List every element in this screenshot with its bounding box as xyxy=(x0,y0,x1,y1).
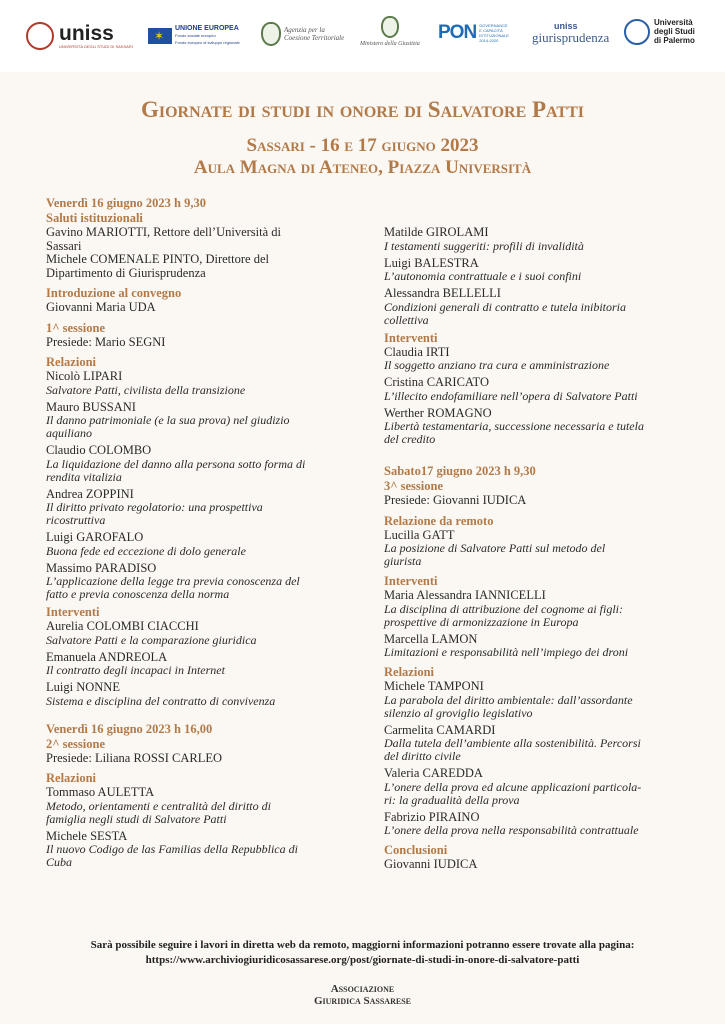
speaker-name: Matilde GIROLAMI xyxy=(384,225,489,239)
pon-logo xyxy=(438,22,509,44)
talk-title: Il nuovo Codigo de las Familias della Repubblica di xyxy=(46,842,298,856)
talk-title: La disciplina di attribuzione del cognome ai figli: xyxy=(384,601,623,616)
speaker-name: Massimo PARADISO xyxy=(46,560,157,575)
agency-logo xyxy=(261,22,344,46)
talk-title: collettiva xyxy=(384,312,429,327)
eu-flag-icon xyxy=(148,28,172,44)
speaker-name: Michele SESTA xyxy=(46,828,128,843)
speaker-name: Andrea ZOPPINI xyxy=(46,486,134,501)
giur-uniss: uniss xyxy=(554,21,578,31)
talk-title: La parabola del diritto ambientale: dall’assordante xyxy=(384,692,633,707)
republic-emblem-icon xyxy=(261,22,281,46)
speaker-name: Valeria CAREDDA xyxy=(384,766,483,780)
speaker-name: Aurelia COLOMBI CIACCHI xyxy=(46,619,199,633)
speaker-name: Luigi GAROFALO xyxy=(46,530,144,544)
day1-morning-heading: Venerdì 16 giugno 2023 h 9,30 xyxy=(46,196,206,210)
speaker-name: Cristina CARICATO xyxy=(384,375,489,389)
talk-title: Dalla tutela dell’ambiente alla sostenibilità. Percorsi xyxy=(384,736,641,750)
agency-line1: Agenzia per la xyxy=(284,26,325,34)
uniss-seal-icon xyxy=(26,22,54,50)
interventi-heading: Interventi xyxy=(384,574,438,588)
talk-title: rendita vitalizia xyxy=(46,469,122,484)
talk-title: L’illecito endofamiliare nell’opera di Salvatore Patti xyxy=(384,388,638,403)
speaker-name: Luigi NONNE xyxy=(46,680,120,694)
pon-wordmark: PON xyxy=(438,22,477,43)
talk-title: Il soggetto anziano tra cura e amministrazione xyxy=(384,358,610,372)
interventi-heading: Interventi xyxy=(46,605,100,619)
pon-line4: 2014-2020 xyxy=(479,38,499,43)
talk-title: L’autonomia contrattuale e i suoi confini xyxy=(384,269,582,283)
talk-title: Buona fede ed eccezione di dolo generale xyxy=(46,543,246,558)
talk-title: ricostruttiva xyxy=(46,513,106,527)
talk-title: Il contratto degli incapaci in Internet xyxy=(46,663,225,677)
uniss-subtitle: UNIVERSITÀ DEGLI STUDI DI SASSARI xyxy=(59,43,133,49)
speaker-name: Maria Alessandra IANNICELLI xyxy=(384,588,546,602)
saluti-line-2b: Dipartimento di Giurisprudenza xyxy=(46,265,206,280)
agency-line2: Coesione Territoriale xyxy=(284,34,345,42)
pon-line2: E CAPACITÀ xyxy=(479,28,503,33)
day2-heading: Sabato17 giugno 2023 h 9,30 xyxy=(384,464,536,478)
talk-title: aquiliano xyxy=(46,426,93,440)
speaker-name: Michele TAMPONI xyxy=(384,679,484,693)
conclusioni-speaker: Giovanni IUDICA xyxy=(384,857,478,871)
speaker-name: Luigi BALESTRA xyxy=(384,255,479,270)
speaker-name: Nicolò LIPARI xyxy=(46,369,123,383)
speaker-name: Fabrizio PIRAINO xyxy=(384,809,480,824)
page-title: Giornate di studi in onore di Salvatore Patti xyxy=(140,97,584,122)
footer-url[interactable]: https://www.archiviogiuridicosassarese.org/post/giornate-di-studi-in-onore-di-salvatore-patti xyxy=(145,954,580,966)
talk-title: La posizione di Salvatore Patti sul metodo del xyxy=(384,541,606,555)
talk-title: silenzio al groviglio legislativo xyxy=(384,705,533,720)
talk-title: Limitazioni e responsabilità nell’impiego dei droni xyxy=(384,645,629,659)
talk-title: Cuba xyxy=(46,855,73,869)
pon-line3: ISTITUZIONALE xyxy=(479,33,509,38)
giur-name: giurisprudenza xyxy=(532,30,610,45)
interventi-heading: Interventi xyxy=(384,330,438,345)
session2-chair: Presiede: Liliana ROSSI CARLEO xyxy=(46,750,223,765)
intro-heading: Introduzione al convegno xyxy=(46,286,182,300)
right-column xyxy=(384,226,689,872)
talk-title: fatto e previa conoscenza della norma xyxy=(46,587,230,601)
eu-line3: Fondo europeo di sviluppo regionale xyxy=(175,40,240,45)
talk-title: Libertà testamentaria, successione necessaria e tutela xyxy=(384,419,644,433)
session1-chair: Presiede: Mario SEGNI xyxy=(46,334,166,349)
eu-title: UNIONE EUROPEA xyxy=(175,25,239,32)
talk-title: L’onere della prova nella responsabilità contrattuale xyxy=(384,823,639,837)
talk-title: del diritto civile xyxy=(384,749,461,763)
talk-title: Il diritto privato regolatorio: una prospettiva xyxy=(46,500,263,514)
palermo-line1: Università xyxy=(654,18,693,27)
association-line2: Giuridica Sassarese xyxy=(313,995,411,1007)
speaker-name: Marcella LAMON xyxy=(384,631,478,646)
talk-title: Sistema e disciplina del contratto di convivenza xyxy=(46,693,276,708)
relazioni-heading: Relazioni xyxy=(46,771,96,785)
talk-title: Metodo, orientamenti e centralità del diritto di xyxy=(46,798,271,813)
uniss-wordmark: uniss xyxy=(59,21,114,45)
ministry-logo xyxy=(360,16,420,48)
speaker-name: Lucilla GATT xyxy=(384,527,455,542)
talk-title: Salvatore Patti, civilista della transizione xyxy=(46,382,246,397)
eu-logo xyxy=(148,25,240,46)
talk-title: del credito xyxy=(384,432,436,446)
talk-title: Salvatore Patti e la comparazione giuridica xyxy=(46,632,257,647)
session3-heading: 3^ sessione xyxy=(384,479,444,493)
speaker-name: Alessandra BELLELLI xyxy=(384,286,501,300)
session2-heading: 2^ sessione xyxy=(46,736,106,751)
relazioni-heading: Relazioni xyxy=(384,665,434,679)
saluti-heading: Saluti istituzionali xyxy=(46,211,143,225)
talk-title: giurista xyxy=(384,554,422,568)
palermo-seal-icon xyxy=(624,19,650,45)
ministry-name: Ministero della Giustizia xyxy=(360,41,420,47)
session3-chair: Presiede: Giovanni IUDICA xyxy=(384,493,527,507)
talk-title: L’onere della prova ed alcune applicazioni particola- xyxy=(384,779,642,794)
talk-title: Condizioni generali di contratto e tutela inibitoria xyxy=(384,299,626,314)
speaker-name: Claudia IRTI xyxy=(384,344,450,359)
venue-line: Aula Magna di Ateneo, Piazza Università xyxy=(193,157,532,178)
session1-heading: 1^ sessione xyxy=(46,320,106,335)
intro-speaker: Giovanni Maria UDA xyxy=(46,300,156,314)
saluti-line-1b: Sassari xyxy=(46,238,82,253)
talk-title: ri: la gradualità della prova xyxy=(384,792,520,807)
giurisprudenza-logo xyxy=(532,22,609,44)
left-column xyxy=(46,196,351,869)
talk-title: prospettive di armonizzazione in Europa xyxy=(384,614,579,629)
speaker-name: Mauro BUSSANI xyxy=(46,399,136,414)
uniss-logo xyxy=(26,22,133,50)
speaker-name: Claudio COLOMBO xyxy=(46,443,152,457)
logo-bar xyxy=(0,0,725,72)
date-line: Sassari - 16 e 17 giugno 2023 xyxy=(246,135,479,156)
palermo-line3: di Palermo xyxy=(654,36,695,45)
saluti-line-1a: Gavino MARIOTTI, Rettore dell’Università di xyxy=(46,225,282,239)
footer-note: Sarà possibile seguire i lavori in diretta web da remoto, maggiorni informazioni potranno essere trovate alla pagina: xyxy=(90,939,635,951)
talk-title: Il danno patrimoniale (e la sua prova) nel giudizio xyxy=(46,413,290,427)
pon-line1: GOVERNANCE xyxy=(479,23,508,28)
palermo-logo xyxy=(624,18,695,45)
saluti-line-2a: Michele COMENALE PINTO, Direttore del xyxy=(46,252,269,266)
eu-line2: Fondo sociale europeo xyxy=(175,33,216,38)
talk-title: I testamenti suggeriti: profili di invalidità xyxy=(384,238,584,253)
ministry-emblem-icon xyxy=(381,16,399,38)
palermo-line2: degli Studi xyxy=(654,27,695,36)
talk-title: L’applicazione della legge tra previa conoscenza del xyxy=(46,574,300,588)
relazioni-heading: Relazioni xyxy=(46,355,96,369)
speaker-name: Emanuela ANDREOLA xyxy=(46,649,168,664)
association-line1: Associazione xyxy=(330,983,395,995)
speaker-name: Carmelita CAMARDI xyxy=(384,722,496,737)
remoto-heading: Relazione da remoto xyxy=(384,513,494,528)
conclusioni-heading: Conclusioni xyxy=(384,843,448,857)
talk-title: La liquidazione del danno alla persona sotto forma di xyxy=(46,456,306,471)
speaker-name: Werther ROMAGNO xyxy=(384,405,492,420)
day1-afternoon-heading: Venerdì 16 giugno 2023 h 16,00 xyxy=(46,721,213,736)
speaker-name: Tommaso AULETTA xyxy=(46,785,155,799)
talk-title: famiglia negli studi di Salvatore Patti xyxy=(46,811,227,826)
